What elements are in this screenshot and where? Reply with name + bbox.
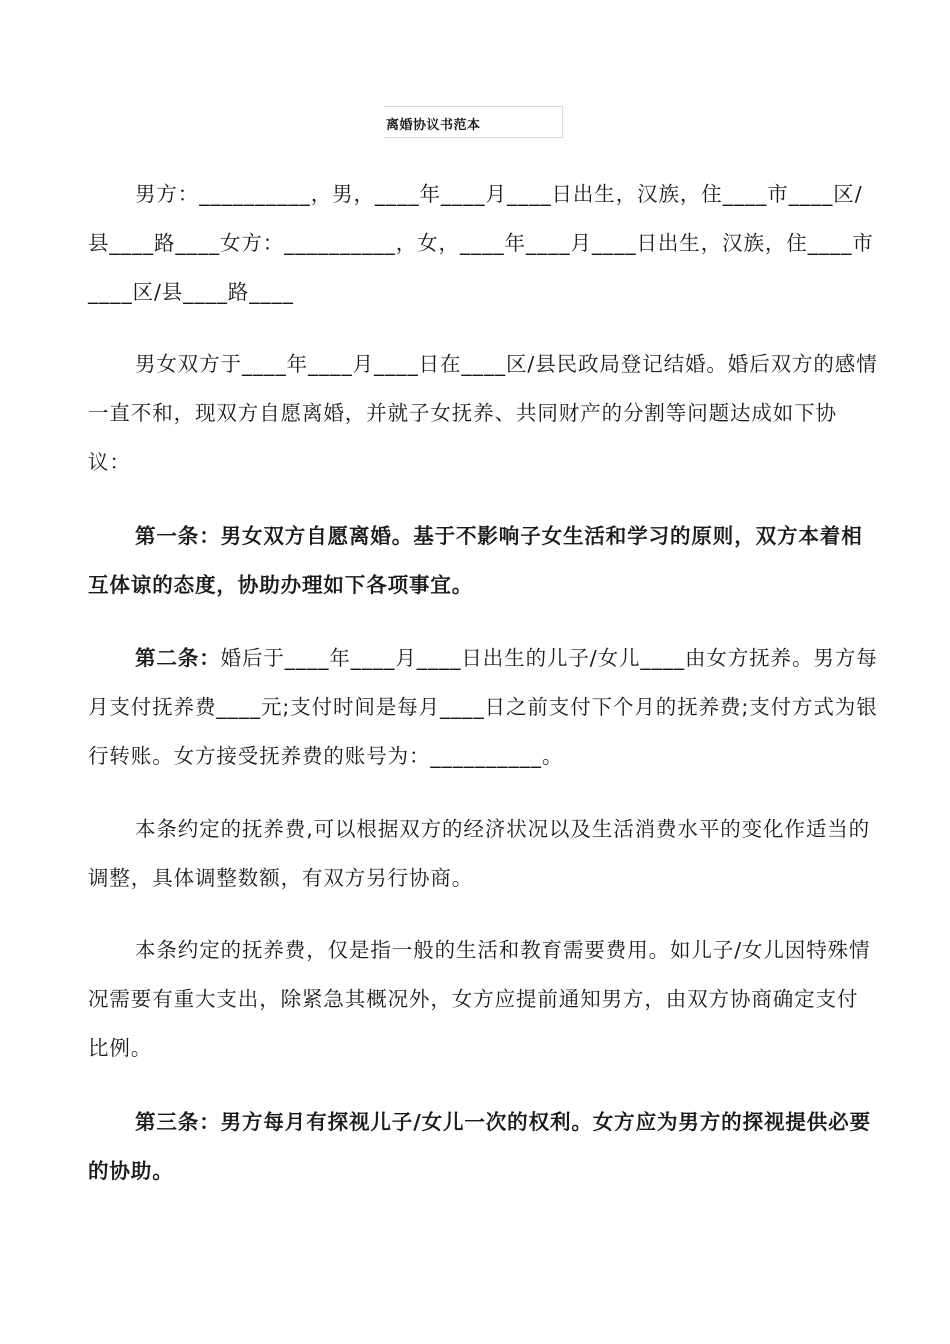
article-one: 第一条：男女双方自愿离婚。基于不影响子女生活和学习的原则，双方本着相互体谅的态度，协助办理如下各项事宜。 — [88, 524, 863, 597]
article-three: 第三条：男方每月有探视儿子/女儿一次的权利。女方应为男方的探视提供必要的协助。 — [88, 1110, 871, 1183]
support-adjustment-paragraph: 本条约定的抚养费,可以根据双方的经济状况以及生活消费水平的变化作适当的调整，具体调整数额，有双方另行协商。 — [88, 817, 871, 890]
marriage-paragraph: 男女双方于____年____月____日在____区/县民政局登记结婚。婚后双方的感情一直不和，现双方自愿离婚，并就子女抚养、共同财产的分割等问题达成如下协议： — [88, 352, 878, 474]
document-title: 离婚协议书范本 — [386, 118, 481, 133]
support-scope-paragraph: 本条约定的抚养费，仅是指一般的生活和教育需要费用。如儿子/女儿因特殊情况需要有重大支出，除紧急其概况外，女方应提前通知男方，由双方协商确定支付比例。 — [88, 938, 871, 1060]
parties-paragraph: 男方：__________，男，____年____月____日出生，汉族，住____市____区/县____路____女方：__________，女，____年____月____日出生，汉族，住____市____区/县____路____ — [88, 182, 874, 304]
article-two-body: 婚后于____年____月____日出生的儿子/女儿____由女方抚养。男方每月支付抚养费____元;支付时间是每月____日之前支付下个月的抚养费;支付方式为银行转账。女方接受抚养费的账号为：__________。 — [88, 646, 878, 768]
article-two — [88, 634, 878, 781]
article-two-heading: 第二条： — [135, 646, 221, 670]
title-box — [384, 106, 563, 138]
